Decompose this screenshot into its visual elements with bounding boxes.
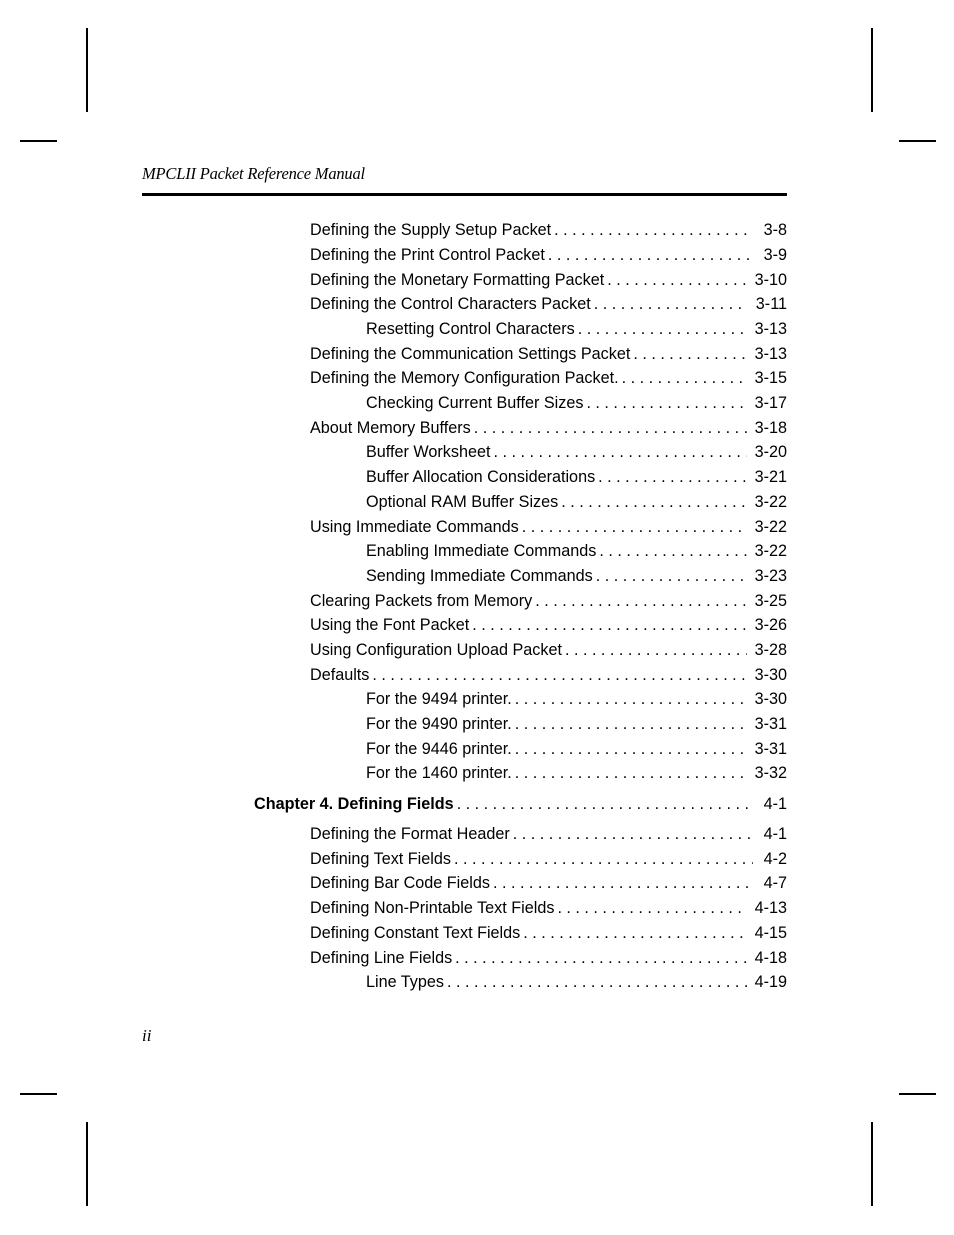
toc-entry-page: 3-15 (754, 369, 787, 387)
toc-entry[interactable] (366, 713, 787, 735)
toc-entry-title: For the 9446 printer. (366, 740, 512, 758)
toc-entry-page: 4-19 (754, 973, 787, 991)
dot-leader (452, 947, 746, 969)
toc-entry[interactable] (310, 872, 787, 894)
toc-entry-page: 3-13 (754, 345, 787, 363)
toc-entry[interactable] (310, 848, 787, 870)
toc-entry-page: 3-31 (754, 740, 787, 758)
toc-entry[interactable] (366, 392, 787, 414)
toc-entry-title: Enabling Immediate Commands (366, 542, 597, 560)
dot-leader (471, 417, 747, 439)
toc-entry-page: 4-7 (763, 874, 787, 892)
toc-entry[interactable] (366, 491, 787, 513)
dot-leader (532, 590, 746, 612)
toc-entry-page: 4-18 (754, 949, 787, 967)
toc-entry-title: For the 9490 printer. (366, 715, 512, 733)
toc-entry-title: Buffer Allocation Considerations (366, 468, 596, 486)
dot-leader (451, 848, 753, 870)
dot-leader (490, 441, 746, 463)
toc-entry[interactable] (310, 269, 787, 291)
toc-entry-page: 4-13 (754, 899, 787, 917)
toc-entry[interactable] (366, 540, 787, 562)
toc-entry-page: 4-2 (763, 850, 787, 868)
toc-entry-title: Defining the Monetary Formatting Packet (310, 271, 605, 289)
toc-entry-page: 3-10 (754, 271, 787, 289)
dot-leader (469, 614, 746, 636)
toc-entry[interactable] (310, 614, 787, 636)
toc-entry-title: Checking Current Buffer Sizes (366, 394, 584, 412)
toc-entry-title: For the 1460 printer. (366, 764, 512, 782)
dot-leader (619, 367, 747, 389)
toc-entry-title: Defining Constant Text Fields (310, 924, 521, 942)
toc-entry-page: 3-9 (763, 246, 787, 264)
dot-leader (454, 793, 753, 815)
dot-leader (554, 897, 746, 919)
toc-entry[interactable] (310, 897, 787, 919)
dot-leader (512, 688, 747, 710)
toc-entry[interactable] (366, 565, 787, 587)
dot-leader (562, 639, 747, 661)
dot-leader (512, 738, 747, 760)
toc-entry[interactable] (310, 367, 787, 389)
toc-entry-page: 3-22 (754, 542, 787, 560)
toc-entry[interactable] (366, 738, 787, 760)
toc-entry-title: Chapter 4. Defining Fields (254, 795, 454, 813)
toc-entry[interactable] (366, 318, 787, 340)
toc-entry[interactable] (310, 293, 787, 315)
toc-entry[interactable] (310, 417, 787, 439)
toc-entry-page: 3-8 (763, 221, 787, 239)
toc-entry-title: Defining the Print Control Packet (310, 246, 545, 264)
toc-entry-title: Optional RAM Buffer Sizes (366, 493, 559, 511)
toc-entry[interactable] (366, 466, 787, 488)
toc-entry[interactable] (310, 639, 787, 661)
dot-leader (591, 293, 748, 315)
dot-leader (512, 713, 747, 735)
toc-entry-page: 3-25 (754, 592, 787, 610)
toc-entry-title: For the 9494 printer. (366, 690, 512, 708)
dot-leader (558, 491, 746, 513)
toc-entry-title: Clearing Packets from Memory (310, 592, 533, 610)
dot-leader (595, 466, 746, 488)
toc-entry[interactable] (310, 664, 787, 686)
toc-entry-title: Defining the Supply Setup Packet (310, 221, 552, 239)
toc-entry[interactable] (366, 688, 787, 710)
toc-entry-page: 3-13 (754, 320, 787, 338)
toc-entry-title: Using Immediate Commands (310, 518, 519, 536)
toc-entry-page: 3-11 (755, 295, 787, 313)
toc-entry-page: 3-30 (754, 666, 787, 684)
dot-leader (444, 971, 747, 993)
toc-entry-page: 3-28 (754, 641, 787, 659)
toc-entry-title: Defining the Control Characters Packet (310, 295, 591, 313)
toc-entry[interactable] (366, 971, 787, 993)
dot-leader (520, 922, 746, 944)
dot-leader (630, 343, 746, 365)
toc-entry[interactable] (310, 922, 787, 944)
toc-entry-title: Resetting Control Characters (366, 320, 575, 338)
dot-leader (369, 664, 746, 686)
toc-entry-page: 3-22 (754, 518, 787, 536)
running-head: MPCLII Packet Reference Manual (142, 164, 365, 183)
toc-entry-title: Line Types (366, 973, 444, 991)
dot-leader (510, 823, 753, 845)
toc-entry-page: 3-22 (754, 493, 787, 511)
toc-entry-title: Defining Non-Printable Text Fields (310, 899, 555, 917)
dot-leader (512, 762, 747, 784)
toc-entry-page: 3-23 (754, 567, 787, 585)
dot-leader (545, 244, 753, 266)
toc-entry-title: Defining the Communication Settings Packet (310, 345, 631, 363)
toc-entry-page: 4-1 (763, 825, 787, 843)
toc-entry[interactable] (310, 590, 787, 612)
toc-entry-page: 3-21 (754, 468, 787, 486)
dot-leader (593, 565, 747, 587)
toc-chapter-entry[interactable] (254, 793, 787, 815)
toc-entry-page: 3-20 (754, 443, 787, 461)
toc-entry-title: Defining Bar Code Fields (310, 874, 490, 892)
toc-entry-page: 3-17 (754, 394, 787, 412)
toc-entry[interactable] (310, 244, 787, 266)
toc-entry-title: Defaults (310, 666, 370, 684)
toc-entry[interactable] (366, 441, 787, 463)
toc-entry[interactable] (366, 762, 787, 784)
toc-entry-title: Sending Immediate Commands (366, 567, 593, 585)
page-number: ii (142, 1026, 152, 1045)
toc-entry[interactable] (310, 343, 787, 365)
toc-entry[interactable] (310, 219, 787, 241)
toc-entry-title: Using the Font Packet (310, 616, 470, 634)
toc-entry-page: 3-32 (754, 764, 787, 782)
toc-entry-title: Defining the Format Header (310, 825, 510, 843)
dot-leader (596, 540, 746, 562)
dot-leader (490, 872, 753, 894)
toc-entry-page: 3-30 (754, 690, 787, 708)
dot-leader (575, 318, 747, 340)
toc-entry[interactable] (310, 947, 787, 969)
toc-entry-title: Defining Line Fields (310, 949, 453, 967)
dot-leader (604, 269, 746, 291)
toc-entry-page: 4-15 (754, 924, 787, 942)
dot-leader (519, 516, 747, 538)
toc-entry-page: 3-26 (754, 616, 787, 634)
toc-entry-title: Buffer Worksheet (366, 443, 491, 461)
dot-leader (583, 392, 746, 414)
toc-entry-title: About Memory Buffers (310, 419, 471, 437)
toc-entry[interactable] (310, 823, 787, 845)
toc-entry-title: Using Configuration Upload Packet (310, 641, 562, 659)
toc-entry-title: Defining Text Fields (310, 850, 451, 868)
toc-entry[interactable] (310, 516, 787, 538)
toc-entry-page: 4-1 (763, 795, 787, 813)
toc-entry-page: 3-18 (754, 419, 787, 437)
toc-entry-title: Defining the Memory Configuration Packet. (310, 369, 619, 387)
dot-leader (551, 219, 753, 241)
toc-entry-page: 3-31 (754, 715, 787, 733)
